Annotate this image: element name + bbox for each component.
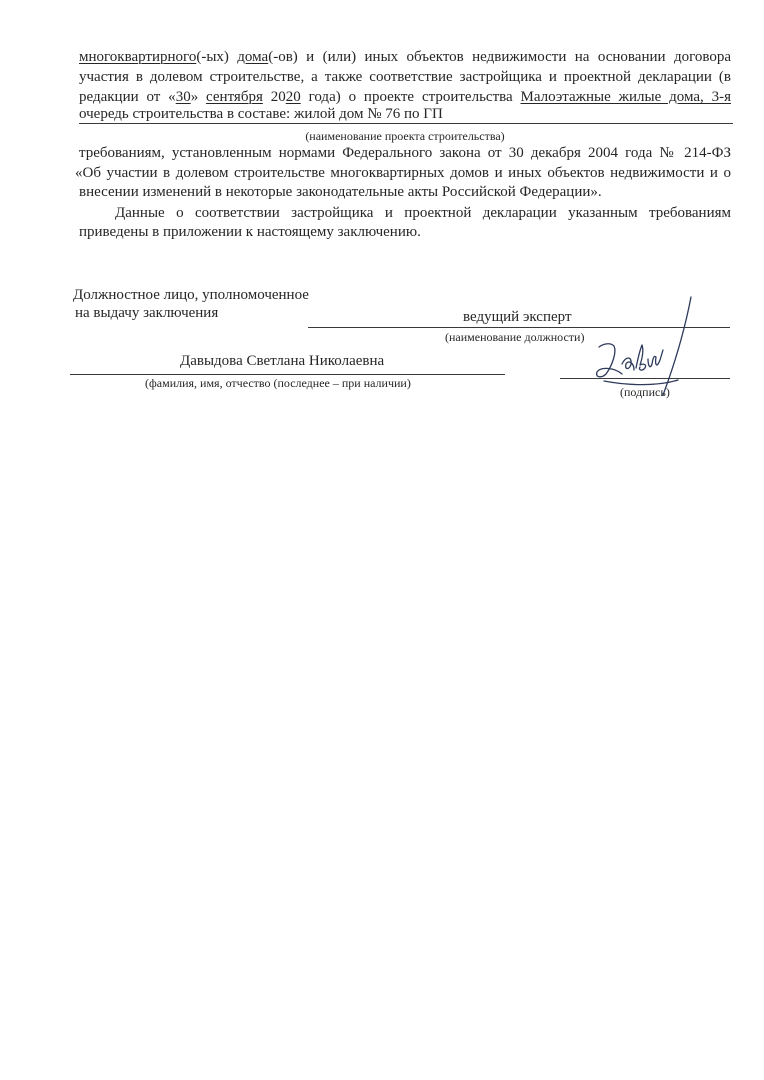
text-line-7: [79, 183, 602, 201]
position-caption: (наименование должности): [445, 330, 585, 344]
project-name-underline: [79, 123, 733, 124]
project-name-field: Малоэтажные жилые дома, 3-я: [520, 89, 731, 105]
signature-caption: (подпись): [620, 385, 670, 399]
full-name-caption: (фамилия, имя, отчество (последнее – при наличии): [145, 376, 411, 390]
text-segment: года) о проекте строительства: [300, 89, 521, 105]
text-segment: »: [190, 89, 207, 105]
text-segment: «Об участии в долевом строительстве многоквартирных домов и иных объектов недвижимости и о: [75, 165, 731, 181]
date-month-field: сентября: [206, 89, 263, 105]
text-line-1: [79, 48, 731, 66]
text-segment: приведены в приложении к настоящему заключению.: [79, 224, 421, 240]
text-line-3: [79, 88, 731, 106]
date-year-field: 20: [285, 89, 301, 105]
signatory-role-line-2: на выдачу заключения: [75, 305, 219, 321]
underlined-word: дома: [237, 49, 269, 65]
text-segment: Данные о соответствии застройщика и проектной декларации указанным требованиям: [115, 205, 731, 221]
text-line-5: [79, 144, 731, 162]
underlined-word: многоквартирного: [79, 49, 197, 65]
text-segment: (-ых): [196, 49, 238, 65]
text-segment: участия в долевом строительстве, а также соответствие застройщика и проектной декларации (в: [79, 69, 731, 85]
signatory-role-line-1: Должностное лицо, уполномоченное: [73, 287, 309, 303]
text-line-6: [75, 164, 731, 182]
text-line-2: [79, 68, 731, 86]
text-segment: 20: [262, 89, 286, 105]
text-segment: внесении изменений в некоторые законодательные акты Российской Федерации».: [79, 184, 602, 200]
full-name-underline: [70, 374, 505, 375]
date-day-field: 30: [175, 89, 191, 105]
text-segment: (-ов) и (или) иных объектов недвижимости на основании договора: [268, 49, 731, 65]
project-name-field-continued: очередь строительства в составе: жилой дом № 76 по ГП: [79, 106, 443, 122]
text-line-9: [79, 223, 421, 241]
text-line-8: [115, 204, 731, 222]
text-line-4: [79, 105, 443, 123]
text-segment: редакции от «: [79, 89, 176, 105]
project-caption: (наименование проекта строительства): [305, 129, 505, 143]
text-segment: требованиям, установленным нормами Федерального закона от 30 декабря 2004 года № 214-ФЗ: [79, 145, 731, 161]
handwritten-signature: [585, 293, 705, 401]
position-value: ведущий эксперт: [463, 309, 572, 325]
full-name-value: Давыдова Светлана Николаевна: [180, 353, 385, 369]
